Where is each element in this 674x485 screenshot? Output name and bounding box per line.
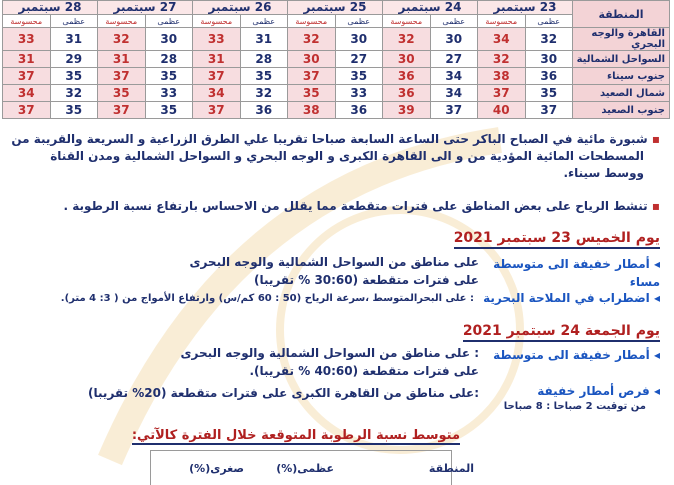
feels-like-cell: 32: [383, 28, 431, 51]
feels-label: محسوسة: [383, 15, 431, 28]
table-row: [3, 28, 670, 51]
max-temp-cell: 31: [50, 28, 98, 51]
max-label: عظمى: [50, 15, 98, 28]
feels-like-cell: 36: [383, 85, 431, 102]
date-header: 25 سبتمبر: [288, 1, 383, 15]
note-wind: [10, 199, 660, 213]
max-temp-cell: 32: [240, 85, 288, 102]
feels-like-cell: 37: [193, 68, 241, 85]
max-temp-cell: 27: [430, 51, 478, 68]
thursday-rain-label: ◂ أمطار خفيفة الى متوسطة مساء: [493, 257, 660, 289]
feels-like-cell: 37: [98, 102, 146, 119]
feels-like-cell: 33: [3, 28, 51, 51]
feels-like-cell: 40: [478, 102, 526, 119]
date-header: 23 سبتمبر: [478, 1, 573, 15]
thursday-sea-detail: : على البحرالمتوسط ،سرعة الرياح (50 : 60 كم/س) وارتفاع الأمواج من ( 3: 4 متر).: [60, 293, 474, 304]
feels-like-cell: 36: [383, 68, 431, 85]
feels-like-cell: 37: [478, 85, 526, 102]
max-temp-cell: 31: [240, 28, 288, 51]
feels-like-cell: 35: [288, 85, 336, 102]
region-name: جنوب سيناء: [573, 68, 670, 85]
max-temp-cell: 27: [335, 51, 383, 68]
max-temp-cell: 28: [145, 51, 193, 68]
humidity-col-min: صغرى(%): [189, 462, 244, 475]
thursday-sea-label: ◂ اضطراب في الملاحة البحرية: [483, 291, 660, 305]
max-temp-cell: 30: [525, 51, 573, 68]
max-temp-cell: 35: [145, 68, 193, 85]
feels-like-cell: 37: [98, 68, 146, 85]
feels-like-cell: 32: [98, 28, 146, 51]
region-name: السواحل الشمالية: [573, 51, 670, 68]
feels-label: محسوسة: [288, 15, 336, 28]
feels-like-cell: 32: [478, 51, 526, 68]
max-label: عظمى: [525, 15, 573, 28]
friday-chance-label: ◂ فرص أمطار خفيفة من توقيت 2 صباحا : 8 صباحا: [480, 383, 660, 415]
max-temp-cell: 35: [240, 68, 288, 85]
max-temp-cell: 30: [430, 28, 478, 51]
feels-label: محسوسة: [478, 15, 526, 28]
table-row: [3, 68, 670, 85]
temperature-rows: [3, 28, 670, 119]
region-name: شمال الصعيد: [573, 85, 670, 102]
feels-like-cell: 39: [383, 102, 431, 119]
max-temp-cell: 34: [430, 85, 478, 102]
max-temp-cell: 36: [335, 102, 383, 119]
note-wind-text: تنشط الرياح على بعض المناطق على فترات متقطعة مما يقلل من الاحساس بارتفاع نسبة الرطوبة .: [63, 199, 648, 213]
feels-like-cell: 34: [478, 28, 526, 51]
max-label: عظمى: [145, 15, 193, 28]
table-row: [3, 51, 670, 68]
thursday-rain-detail: [149, 253, 479, 289]
feels-like-cell: 37: [193, 102, 241, 119]
max-temp-cell: 36: [525, 68, 573, 85]
triangle-bullet-icon: ◂: [653, 291, 660, 305]
max-temp-cell: 37: [525, 102, 573, 119]
humidity-title: متوسط نسبة الرطوبة المتوقعة خلال الفترة كالآتي:: [131, 428, 460, 443]
feels-like-cell: 31: [3, 51, 51, 68]
feels-like-cell: 30: [383, 51, 431, 68]
date-header: 28 سبتمبر: [3, 1, 98, 15]
feels-like-cell: 37: [288, 68, 336, 85]
max-temp-cell: 36: [240, 102, 288, 119]
max-temp-cell: 30: [145, 28, 193, 51]
feels-like-cell: 34: [3, 85, 51, 102]
max-temp-cell: 30: [335, 28, 383, 51]
max-temp-cell: 32: [50, 85, 98, 102]
thursday-rain-line1: على مناطق من السواحل الشمالية والوجه البحرى: [189, 255, 479, 269]
friday-rain-line2: على فترات متقطعة (40:60 % تقريبا).: [249, 364, 479, 378]
friday-chance-detail: :على مناطق من القاهرة الكبرى على فترات متقطعة (20% تقريبا): [88, 386, 479, 400]
triangle-bullet-icon: ◂: [653, 257, 660, 271]
bullet-icon: ▪: [651, 199, 660, 213]
feels-like-cell: 38: [478, 68, 526, 85]
thursday-title: يوم الخميس 23 سبتمبر 2021: [454, 230, 660, 249]
max-temp-cell: 29: [50, 51, 98, 68]
max-temp-cell: 34: [430, 68, 478, 85]
feels-like-cell: 31: [193, 51, 241, 68]
max-temp-cell: 33: [335, 85, 383, 102]
note-fog-line3: ووسط سيناء.: [563, 166, 644, 180]
friday-chance-time: من توقيت 2 صباحا : 8 صباحا: [503, 401, 646, 412]
max-temp-cell: 35: [50, 102, 98, 119]
feels-label: محسوسة: [98, 15, 146, 28]
max-label: عظمى: [430, 15, 478, 28]
humidity-col-max: عظمى(%): [276, 462, 334, 475]
max-temp-cell: 33: [145, 85, 193, 102]
max-temp-cell: 35: [335, 68, 383, 85]
table-row: [3, 102, 670, 119]
table-row: [3, 85, 670, 102]
max-temp-cell: 28: [240, 51, 288, 68]
friday-rain-label: ◂ أمطار خفيفة الى متوسطة: [493, 348, 660, 362]
friday-title: يوم الجمعة 24 سبتمبر 2021: [463, 323, 660, 342]
max-temp-cell: 37: [430, 102, 478, 119]
friday-rain-detail: [149, 344, 479, 380]
date-header: 24 سبتمبر: [383, 1, 478, 15]
feels-like-cell: 31: [98, 51, 146, 68]
feels-like-cell: 34: [193, 85, 241, 102]
bullet-icon: ▪: [651, 132, 660, 146]
note-fog-line2: المسطحات المائية المؤدية من و الى القاهرة الكبرى و الوجه البحري و السواحل الشمالية ومدن القناة: [50, 149, 644, 163]
region-header: المنطقة: [573, 1, 670, 28]
feels-label: محسوسة: [193, 15, 241, 28]
feels-like-cell: 32: [288, 28, 336, 51]
note-fog-line1: شبورة مائية في الصباح الباكر حتى الساعة السابعة صباحا تقريبا علي الطرق الزراعية و السريعة والقريبة من: [11, 132, 648, 146]
max-temp-cell: 35: [525, 85, 573, 102]
max-temp-cell: 32: [525, 28, 573, 51]
humidity-col-region: المنطقة: [428, 462, 474, 475]
note-fog: [10, 131, 660, 182]
max-label: عظمى: [240, 15, 288, 28]
thursday-rain-line2: على فترات متقطعة (30:60 % تقريبا): [254, 273, 479, 287]
temperature-table: [2, 0, 670, 119]
max-temp-cell: 35: [145, 102, 193, 119]
date-header: 26 سبتمبر: [193, 1, 288, 15]
feels-like-cell: 37: [3, 68, 51, 85]
feels-like-cell: 38: [288, 102, 336, 119]
region-name: القاهرة والوجه البحري: [573, 28, 670, 51]
max-label: عظمى: [335, 15, 383, 28]
region-name: جنوب الصعيد: [573, 102, 670, 119]
feels-like-cell: 30: [288, 51, 336, 68]
max-temp-cell: 35: [50, 68, 98, 85]
triangle-bullet-icon: ◂: [653, 348, 660, 362]
feels-like-cell: 37: [3, 102, 51, 119]
feels-label: محسوسة: [3, 15, 51, 28]
date-header: 27 سبتمبر: [98, 1, 193, 15]
feels-like-cell: 33: [193, 28, 241, 51]
friday-rain-line1: : على مناطق من السواحل الشمالية والوجه البحرى: [180, 346, 479, 360]
feels-like-cell: 35: [98, 85, 146, 102]
triangle-bullet-icon: ◂: [653, 384, 660, 398]
